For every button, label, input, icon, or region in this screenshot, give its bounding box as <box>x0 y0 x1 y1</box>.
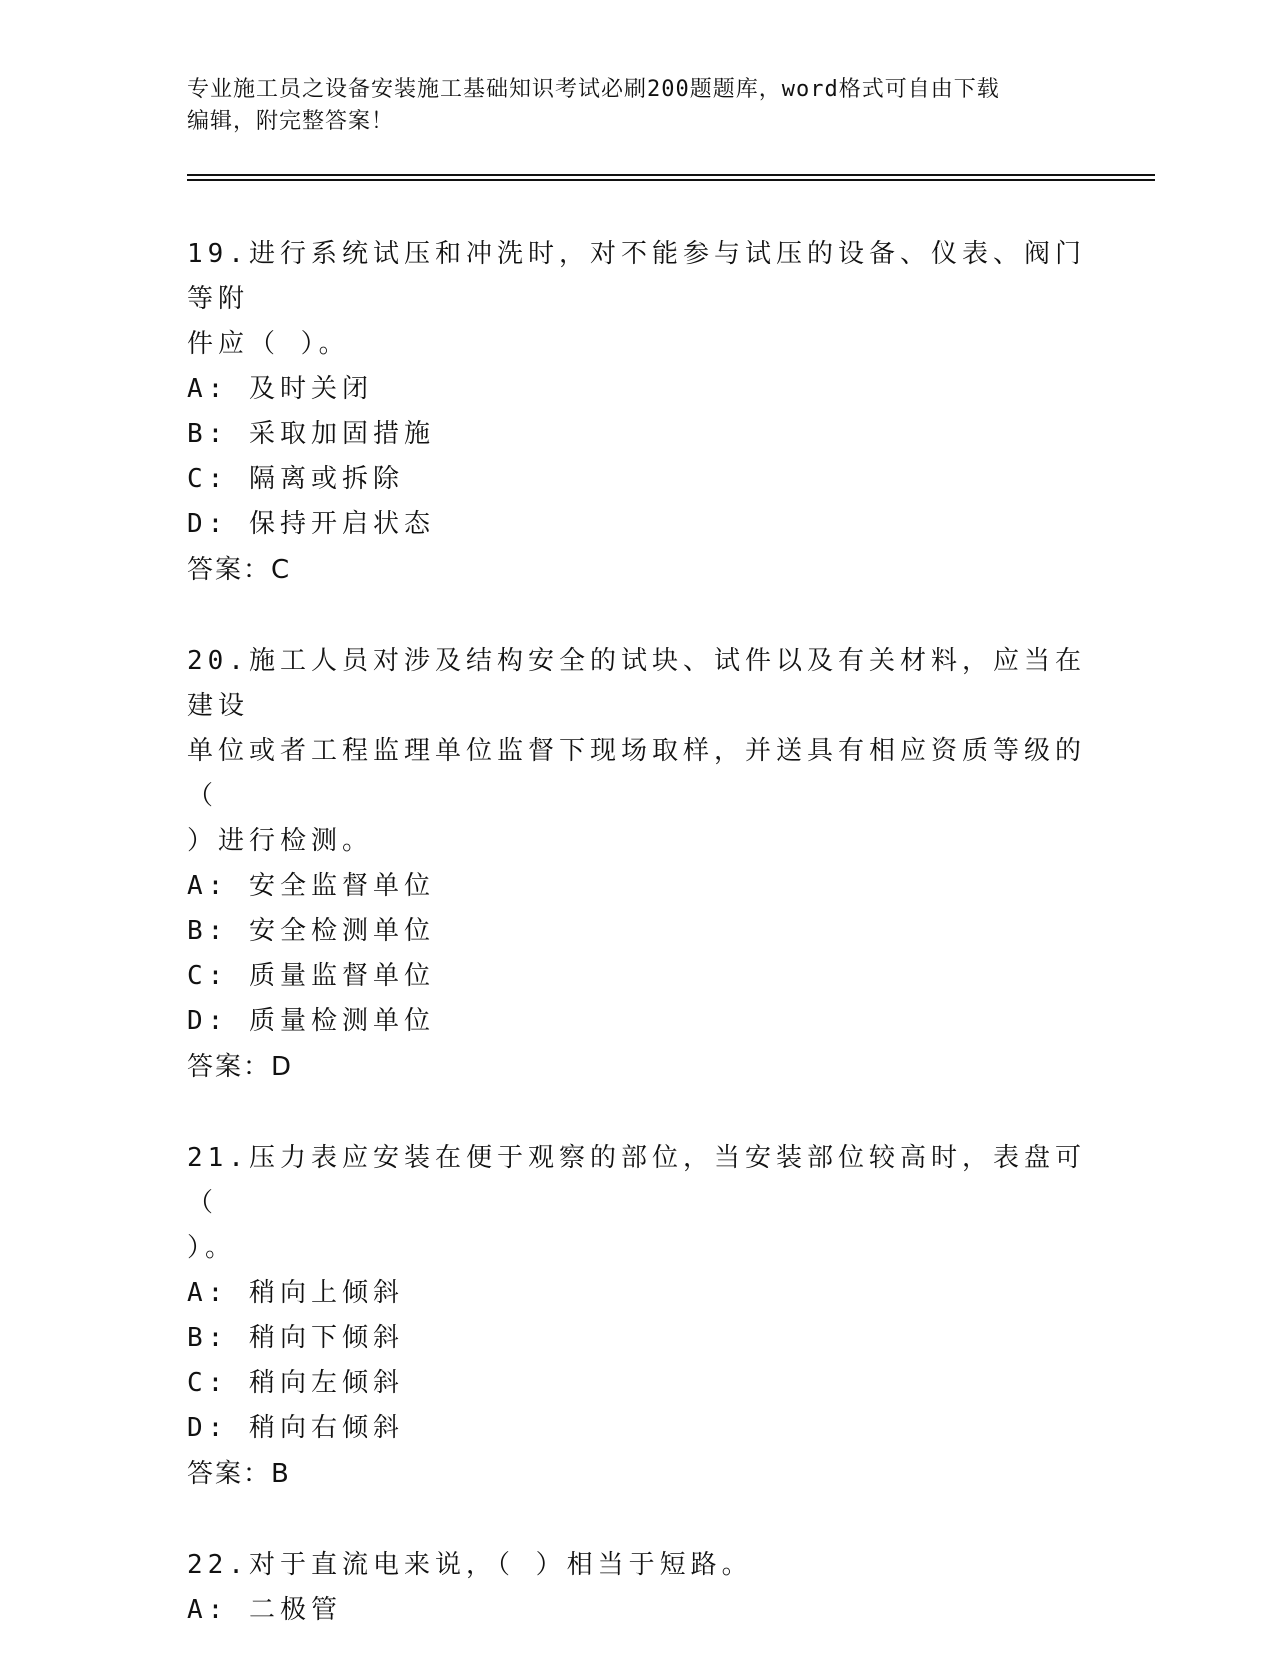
question-20 <box>187 639 1087 1090</box>
answer-label: 答案：D <box>187 1052 294 1082</box>
question-text-line: ）进行检测。 <box>187 826 374 856</box>
question-text-line: ）。 <box>187 1233 237 1263</box>
option-d: D: 质量检测单位 <box>187 1006 435 1036</box>
question-list <box>187 232 1087 1679</box>
question-text-line: 单位或者工程监理单位监督下现场取样，并送具有相应资质等级的（ <box>187 736 1087 811</box>
question-text-line: 20.施工人员对涉及结构安全的试块、试件以及有关材料，应当在建设 <box>187 646 1086 721</box>
header-divider-bottom <box>187 179 1155 181</box>
answer-label: 答案：C <box>187 555 292 585</box>
header-line-1: 专业施工员之设备安装施工基础知识考试必刷200题题库，word格式可自由下载 <box>187 77 1000 102</box>
option-a: A: 安全监督单位 <box>187 871 435 901</box>
option-c: C: 稍向左倾斜 <box>187 1368 404 1398</box>
header-line-2: 编辑，附完整答案！ <box>187 109 395 134</box>
option-a: A: 稍向上倾斜 <box>187 1278 404 1308</box>
option-d: D: 保持开启状态 <box>187 509 435 539</box>
option-b: B: 采取加固措施 <box>187 419 435 449</box>
answer-label: 答案：B <box>187 1459 291 1489</box>
option-a: A: 及时关闭 <box>187 374 373 404</box>
question-text-line: 22.对于直流电来说，（ ）相当于短路。 <box>187 1550 753 1580</box>
question-text-line: 21.压力表应安装在便于观察的部位，当安装部位较高时，表盘可（ <box>187 1143 1086 1218</box>
question-text-line: 19.进行系统试压和冲洗时，对不能参与试压的设备、仪表、阀门等附 <box>187 239 1086 314</box>
option-b: B: 稍向下倾斜 <box>187 1323 404 1353</box>
question-text-line: 件应（ ）。 <box>187 329 350 359</box>
question-21 <box>187 1136 1087 1497</box>
option-b: B: 安全检测单位 <box>187 916 435 946</box>
option-a: A: 二极管 <box>187 1595 342 1625</box>
document-header <box>187 74 1067 138</box>
option-d: D: 稍向右倾斜 <box>187 1413 404 1443</box>
option-c: C: 隔离或拆除 <box>187 464 404 494</box>
option-c: C: 质量监督单位 <box>187 961 435 991</box>
header-divider-top <box>187 174 1155 176</box>
question-19 <box>187 232 1087 593</box>
question-22 <box>187 1543 1087 1633</box>
